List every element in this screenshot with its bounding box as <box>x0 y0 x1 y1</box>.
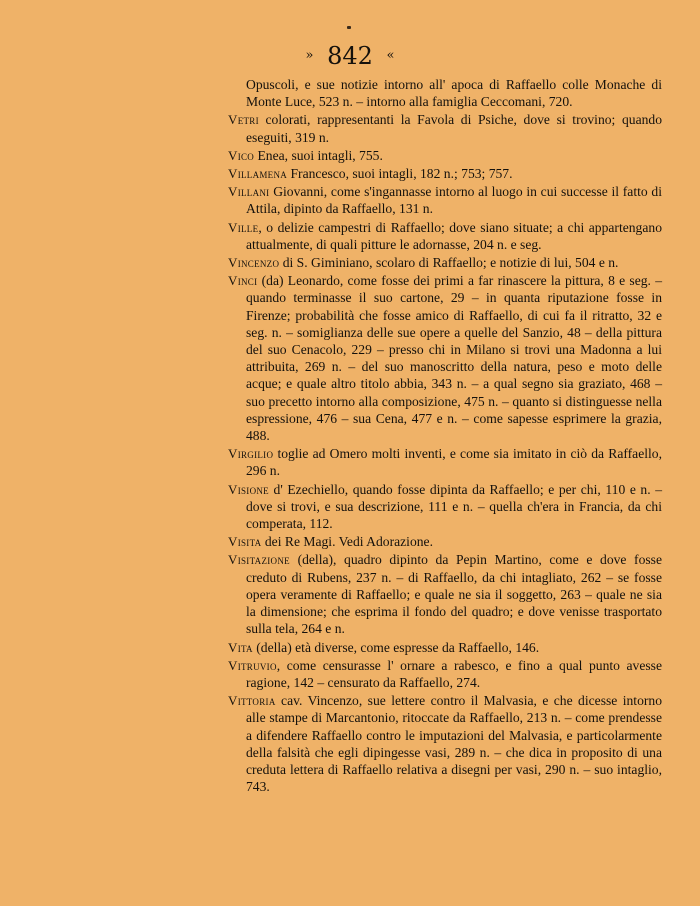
entry-headword: Villamena <box>228 166 288 182</box>
entry-headword: Visione <box>228 481 269 497</box>
entry-text: Giovanni, come s'ingannasse intorno al luogo in cui successe il fatto di Attila, dipinto da Raffaello, 131 n. <box>246 184 662 217</box>
entry-text: colorati, rappresentanti la Favola di Psiche, dove si trovino; quando eseguiti, 319 n. <box>246 112 662 145</box>
index-entry <box>228 657 662 691</box>
entry-headword: Vincenzo <box>228 255 280 271</box>
entry-text: (da) Leonardo, come fosse dei primi a far rinascere la pittura, 8 e seg. – quando terminasse il suo cartone, 29 – in quanta riputazione fosse in Firenze; probabilità che fosse amico di Raffaello, di cui fa il ritratto, 32 e seg. n. – somiglianza delle sue opere a quelle del Sanzio, 48 – della pittura del suo Cenacolo, 229 – presso chi in Milano si trovi una Madonna a lui attribuita, 269 n. – del suo manoscritto della natura, peso e moto delle acque; e quale altro titolo abbia, 343 n. – a qual segno sia graziato, 468 – suo precetto intorno alla composizione, 475 n. – quanto si distinguesse nella espressione, 476 – sua Cena, 477 e n. – come sapesse esprimere la grazia, 488. <box>246 273 662 444</box>
entry-headword: Vittoria <box>228 693 276 709</box>
entry-text: di S. Giminiano, scolaro di Raffaello; e notizie di lui, 504 e n. <box>279 255 619 271</box>
entry-text: (della), quadro dipinto da Pepin Martino, come e dove fosse creduto di Rubens, 237 n. – di Raffaello, da chi intagliato, 262 – se fosse opera veramente di Raffaello; e quale ne sia il soggetto, 263 – quale ne sia la dimensione; che esprima il fondo del quadro; e dove venisse trasportato sulla tela, 264 e n. <box>246 552 662 637</box>
right-ornament: « <box>386 47 395 63</box>
page-header <box>0 40 700 70</box>
index-entry <box>228 183 662 217</box>
index-entry <box>228 551 662 637</box>
entry-headword: Vetri <box>228 112 259 128</box>
entry-text: cav. Vincenzo, sue lettere contro il Malvasia, e che dicesse intorno alle stampe di Marcantonio, ritoccate da Raffaello, 213 n. – come prendesse a difendere Raffaello contro le imputazioni del Malvasia, e particolarmente della falsità che egli dipingesse vasi, 289 n. – che dica in proposito di una creduta lettera di Raffaello relativa a disegni per vasi, 290 n. – suo intaglio, 743. <box>246 693 662 795</box>
index-entry <box>228 165 662 182</box>
entry-text: Opuscoli, e sue notizie intorno all' apoca di Raffaello colle Monache di Monte Luce, 523 n. – intorno alla famiglia Ceccomani, 720. <box>246 77 662 110</box>
entry-text: , o delizie campestri di Raffaello; dove siano situate; a chi appartengano attualmente, di quali pitture le adornasse, 204 n. e seg. <box>246 219 662 252</box>
entry-headword: Visita <box>228 534 262 550</box>
index-entry <box>228 272 662 444</box>
index-entry <box>228 639 662 656</box>
entry-text: Francesco, suoi intagli, 182 n.; 753; 757. <box>287 166 513 182</box>
left-ornament: » <box>305 47 314 63</box>
entry-text: dei Re Magi. Vedi Adorazione. <box>261 534 433 550</box>
entry-headword: Villani <box>228 184 270 200</box>
index-entry <box>228 111 662 145</box>
index-entry <box>228 692 662 795</box>
entry-headword: Visitazione <box>228 552 290 568</box>
index-entry <box>228 481 662 533</box>
entry-headword: Vinci <box>228 273 258 289</box>
index-column <box>228 76 662 796</box>
entry-text: Enea, suoi intagli, 755. <box>254 147 383 163</box>
ink-speck <box>347 26 351 29</box>
index-entry <box>228 254 662 271</box>
entry-headword: Vitruvio <box>228 657 277 673</box>
entry-text: d' Ezechiello, quando fosse dipinta da Raffaello; e per chi, 110 e n. – dove si trovi, e sua descrizione, 111 e n. – quella ch'era in Francia, da chi comperata, 112. <box>246 481 662 532</box>
entry-headword: Vita <box>228 639 253 655</box>
entry-text: toglie ad Omero molti inventi, e come sia imitato in ciò da Raffaello, 296 n. <box>246 446 662 479</box>
index-entry <box>228 147 662 164</box>
entry-headword: Ville <box>228 219 259 235</box>
entry-headword: Vico <box>228 147 255 163</box>
index-entry <box>228 219 662 253</box>
index-entry <box>228 445 662 479</box>
page-number: 842 <box>327 41 373 70</box>
entry-headword: Virgilio <box>228 446 274 462</box>
index-entry <box>228 533 662 550</box>
entry-text: (della) età diverse, come espresse da Raffaello, 146. <box>252 639 540 655</box>
index-entry <box>228 76 662 110</box>
entry-text: , come censurasse l' ornare a rabesco, e fino a qual punto avesse ragione, 142 – censurato da Raffaello, 274. <box>246 657 662 690</box>
